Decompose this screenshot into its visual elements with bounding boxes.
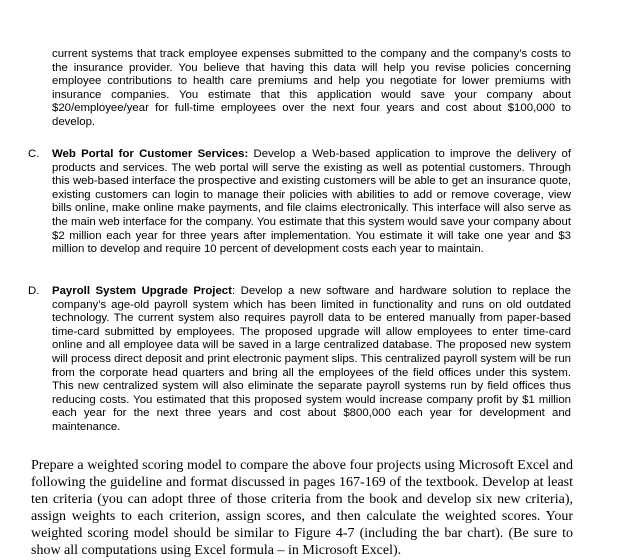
item-letter: D. bbox=[28, 285, 40, 297]
item-title: Payroll System Upgrade Project bbox=[52, 285, 232, 297]
assignment-instructions: Prepare a weighted scoring model to compare the above four projects using Microsoft Excel and following the guideline and format discussed in pages 167-169 of the textbook. Develop at least ten criteria (you can adopt three of those criteria from the book and develop six new criteria), assign weights to each criterion, assign scores, and then calculate the weighted scores. Your weighted scoring model should be similar to Figure 4-7 (including the bar chart). (Be sure to show all computations using Excel formula – in Microsoft Excel). bbox=[31, 458, 573, 558]
item-title: Web Portal for Customer Services: bbox=[52, 148, 249, 160]
item-text bbox=[52, 148, 571, 257]
project-item-d bbox=[28, 285, 571, 435]
item-body: : Develop a new software and hardware solution to replace the company’s age-old payroll system which has been limited in functionality and runs on old outdated technology. The current system also requires payroll data to be entered manually from paper-based time-card submitted by employees. The proposed upgrade will allow employees to enter time-card online and all employee data will be saved in a large centralized database. The proposed new system will process direct deposit and print electronic payment slips. This centralized payroll system will be run from the corporate head quarters and bring all the employees of the field offices under this system. This new centralized system will also eliminate the separate payroll systems run by field offices thus reducing costs. You estimated that this proposed system would increase company profit by $1 million each year for the next three years and cost about $800,000 each year for development and maintenance. bbox=[52, 285, 571, 433]
project-item-c bbox=[28, 148, 571, 257]
item-text bbox=[52, 285, 571, 435]
item-letter: C. bbox=[28, 148, 40, 160]
item-body: Develop a Web-based application to improve the delivery of products and services. The web portal will serve the existing as well as potential customers. Through this web-based interface the prospective and existing customers will be able to get an insurance quote, existing customers can login to manage their policies with abilities to add or remove coverage, view bills online, make online make payments, and file claims electronically. This interface will also serve as the main web interface for the company. You estimate that this system would save your company about $2 million each year for three years after implementation. You estimate it will take one year and $3 million to develop and require 10 percent of development costs each year to maintain. bbox=[52, 148, 571, 256]
continued-paragraph: current systems that track employee expenses submitted to the company and the company’s costs to the insurance provider. You believe that having this data will help you revise policies concerning employee contributions to health care premiums and help you negotiate for lower premiums with insurance companies. You estimate that this application would save your company about $20/employee/year for full-time employees over the next four years and cost about $100,000 to develop. bbox=[52, 48, 571, 128]
